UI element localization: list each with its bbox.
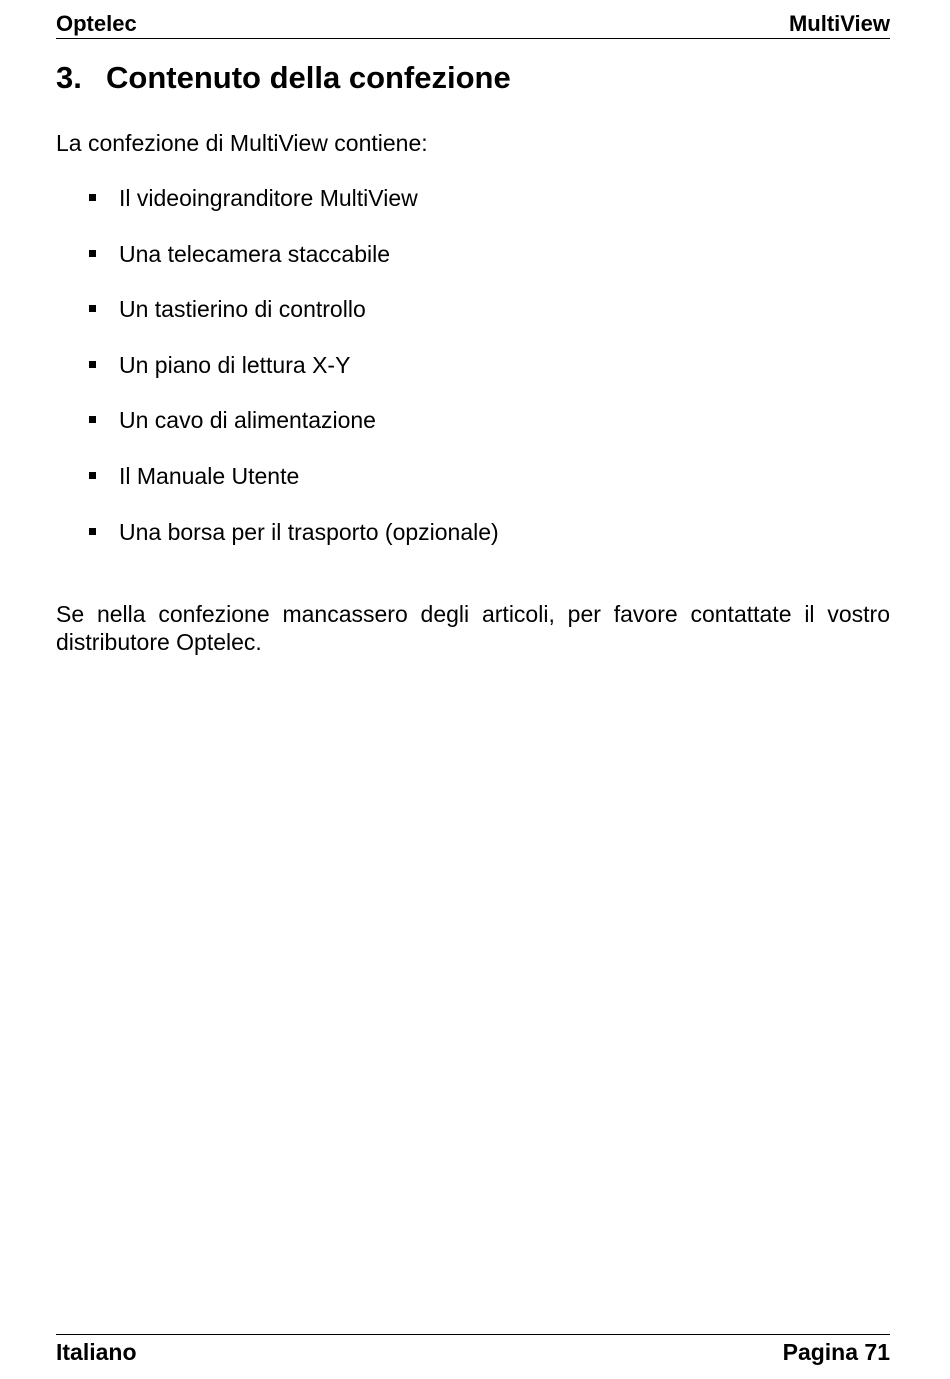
list-item-label: Il videoingranditore MultiView [119,185,418,211]
list-item [56,183,890,213]
list-item [56,239,890,269]
square-bullet-icon [89,250,96,257]
square-bullet-icon [89,472,96,479]
list-item [56,461,890,491]
page-header [56,10,890,39]
list-item-label: Una telecamera staccabile [119,240,391,267]
list-item-label: Il Manuale Utente [119,462,300,489]
page-footer [56,1334,890,1369]
list-item-label: Un tastierino di controllo [119,296,366,323]
square-bullet-icon [89,194,96,201]
section-title: Contenuto della confezione [106,60,511,95]
header-company: Optelec [56,11,137,36]
missing-items-note: Se nella confezione mancassero degli articoli, per favore contattate il vostro distributore Optelec. [56,601,890,655]
list-item [56,350,890,380]
contents-list [56,183,890,572]
square-bullet-icon [89,528,96,535]
section-heading [56,58,511,98]
list-item [56,294,890,324]
footer-page-number: Pagina 71 [782,1339,890,1365]
section-number: 3. [56,60,82,95]
header-product: MultiView [788,11,890,36]
list-item-label: Una borsa per il trasporto (opzionale) [119,518,499,545]
list-item [56,405,890,435]
list-item-label: Un piano di lettura X-Y [119,351,351,378]
square-bullet-icon [89,361,96,368]
list-item-label: Un cavo di alimentazione [119,407,376,434]
square-bullet-icon [89,305,96,312]
intro-text: La confezione di MultiView contiene: [56,130,428,156]
footer-language: Italiano [56,1339,137,1365]
square-bullet-icon [89,416,96,423]
list-item [56,517,890,547]
